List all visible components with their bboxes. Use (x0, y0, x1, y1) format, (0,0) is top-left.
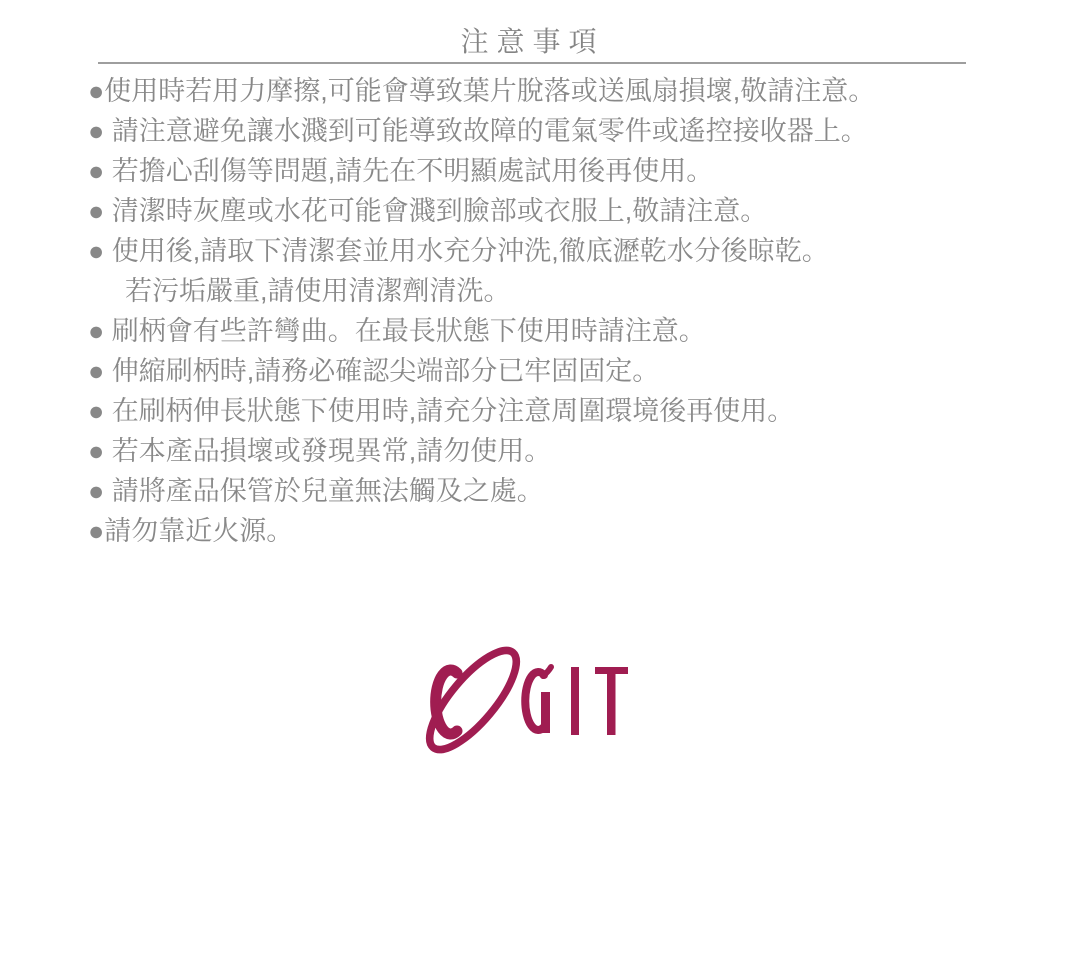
notice-item: ●使用時若用力摩擦,可能會導致葉片脫落或送風扇損壞,敬請注意。 (88, 76, 876, 106)
cogit-logo (425, 645, 635, 755)
notice-item: ● 請將產品保管於兒童無法觸及之處。 (88, 476, 544, 506)
logo-letter-g-stem (541, 692, 550, 733)
notice-item: ●請勿靠近火源。 (88, 516, 294, 546)
notice-item: ● 若本產品損壞或發現異常,請勿使用。 (88, 436, 552, 466)
logo-letter-g-flick (543, 667, 551, 676)
notice-list (88, 71, 1065, 551)
title-divider (98, 62, 966, 64)
notice-item: ● 請注意避免讓水濺到可能導致故障的電氣零件或遙控接收器上。 (88, 116, 868, 146)
notice-item: ● 伸縮刷柄時,請務必確認尖端部分已牢固固定。 (88, 356, 660, 386)
notice-item: ● 在刷柄伸長狀態下使用時,請充分注意周圍環境後再使用。 (88, 396, 795, 426)
logo-letter-t-stem (607, 667, 616, 735)
logo-letter-i (571, 667, 579, 735)
notice-item: ● 使用後,請取下清潔套並用水充分沖洗,徹底瀝乾水分後晾乾。 (88, 236, 829, 266)
notice-item: ● 刷柄會有些許彎曲。在最長狀態下使用時請注意。 (88, 316, 706, 346)
page-title: 注意事項 (460, 26, 605, 57)
notice-item: ● 若擔心刮傷等問題,請先在不明顯處試用後再使用。 (88, 156, 714, 186)
notice-item-continuation: 若污垢嚴重,請使用清潔劑清洗。 (125, 276, 511, 306)
notice-item: ● 清潔時灰塵或水花可能會濺到臉部或衣服上,敬請注意。 (88, 196, 768, 226)
